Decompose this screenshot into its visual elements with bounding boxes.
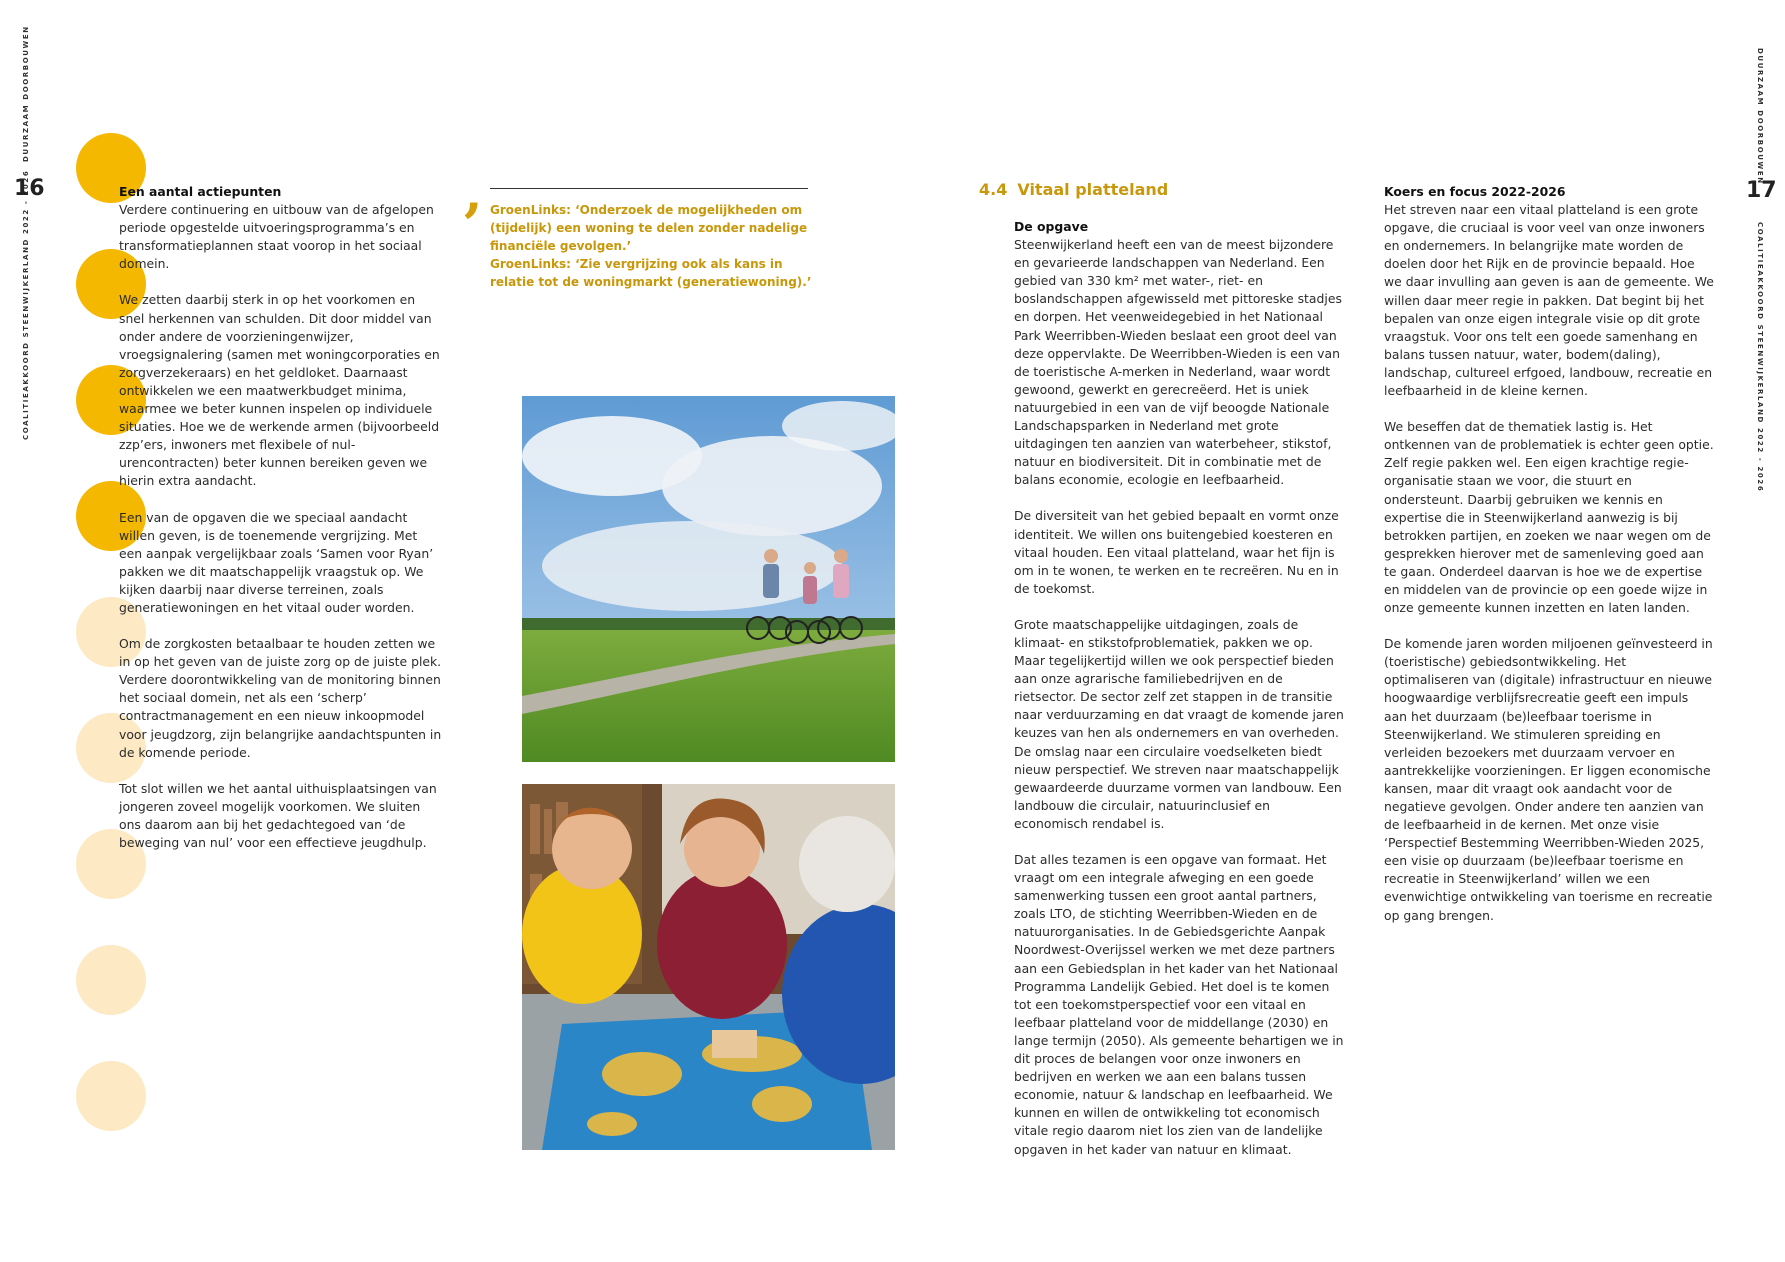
left-paragraph-4: Om de zorgkosten betaalbaar te houden zetten we in op het geven van de juiste zorg op de juiste plek. Verdere doorontwikkeling van de monitoring binnen het sociaal domein, net als een ‘scherp’ contractmanagement en een nieuw inkoopmodel voor jeugdzorg, zijn belangrijke aandachtspunten in de komende periode. xyxy=(119,636,442,760)
section-number: 4.4 xyxy=(979,180,1008,199)
section-subheading: De opgave xyxy=(1014,219,1089,234)
section-paragraph-2: De diversiteit van het gebied bepaalt en vormt onze identiteit. We willen ons buitengebied koesteren en vitaal houden. Een vitaal platteland, waar het fijn is om in te wonen, te werken en te recreëren. Nu en in de toekomst. xyxy=(1014,508,1339,596)
left-column-heading: Een aantal actiepunten xyxy=(119,184,282,199)
left-paragraph-1: Verdere continuering en uitbouw van de afgelopen periode opgestelde uitvoeringsprogramma’s en transformatieplannen staat voorop in het sociaal domein. xyxy=(119,202,434,272)
section-title-text: Vitaal platteland xyxy=(1017,180,1169,199)
quote-mark-icon: ’ xyxy=(462,191,483,259)
photo-board-game xyxy=(522,784,895,1150)
section-column xyxy=(1014,218,1344,1177)
section-paragraph-3: Grote maatschappelijke uitdagingen, zoals de klimaat- en stikstofproblematiek, pakken we op. Maar tegelijkertijd willen we ook perspectief bieden aan onze agrarische familiebedrijven en de rietsector. De sector zelf zet stappen in de transitie naar verduurzaming en dat vraagt de komende jaren keuzes van hen als ondernemers en van overheden. De omslag naar een circulaire voedselketen biedt nieuw perspectief. We streven naar maatschappelijk gewaardeerde duurzame vormen van landbouw. Een landbouw die circulair, natuurinclusief en economisch rendabel is. xyxy=(1014,616,1344,831)
running-header-right-top: DUURZAAM DOORBOUWEN xyxy=(1756,48,1764,185)
left-paragraph-5: Tot slot willen we het aantal uithuisplaatsingen van jongeren zoveel mogelijk voorkomen. We sluiten ons daarom aan bij het gedachtegoed van ‘de beweging van nul’ voor een effectieve jeugdhulp. xyxy=(119,780,437,850)
page-number-left: 16 xyxy=(14,176,45,201)
right-paragraph-3: De komende jaren worden miljoenen geïnvesteerd in (toeristische) gebiedsontwikkeling. Het optimaliseren van (digitale) infrastructuur en nieuwe hoogwaardige verblijfsrecreatie geeft een impuls aan het duurzaam (be)leefbaar toerisme in Steenwijkerland. We stimuleren spreiding en verleiden bezoekers met duurzaam vervoer en aantrekkelijke voorzieningen. Er liggen economische kansen, maar dit vraagt ook aandacht voor de negatieve gevolgen. Onder andere ten aanzien van de leefbaarheid in de kernen. Met onze visie ‘Perspectief Bestemming Weerribben-Wieden 2025, een visie op duurzaam (be)leefbaar toerisme en recreatie in Steenwijkerland’ willen we een evenwichtige ontwikkeling van toerisme en recreatie op gang brengen. xyxy=(1384,636,1713,923)
quote-1: GroenLinks: ‘Onderzoek de mogelijkheden om (tijdelijk) een woning te delen zonder nadelige financiële gevolgen.’ xyxy=(490,203,808,253)
page-number-right: 17 xyxy=(1746,178,1777,203)
section-paragraph-1: Steenwijkerland heeft een van de meest bijzondere en gevarieerde landschappen van Nederland. Een gebied van 330 km² met water-, riet- en boslandschappen afgewisseld met pittoreske stadjes en dorpen. Het veenweidegebied in het Nationaal Park Weerribben-Wieden beslaat een groot deel van deze oppervlakte. De Weerribben-Wieden is een van de toeristische A-merken in Nederland, waar wordt gewoond, gewerkt en gerecreëerd. Het is uniek natuurgebied in een van de vijf beoogde Nationale Landschapsparken in Nederland met grote uitdagingen ten aanzien van waterbeheer, stikstof, natuur en biodiversiteit. Dit in combinatie met de balans economie, ecologie en leefbaarheid. xyxy=(1014,237,1342,488)
dot-9 xyxy=(76,1061,146,1131)
left-paragraph-2: We zetten daarbij sterk in op het voorkomen en snel herkennen van schulden. Dit door middel van onder andere de voorzieningenwijzer, vroegsignalering (samen met woningcorporaties en zorgverzekeraars) en het geldloket. Daarnaast ontwikkelen we een maatwerkbudget minima, waarmee we beter kunnen inspelen op individuele situaties. Hoe we de werkende armen (bijvoorbeeld zzp’ers, inwoners met flexibele of nul-urencontracten) beter kunnen bereiken geven we hierin extra aandacht. xyxy=(119,292,440,489)
right-paragraph-2: We beseffen dat de thematiek lastig is. Het ontkennen van de problematiek is echter geen optie. Zelf regie pakken wel. Een eigen krachtige regie-organisatie staan we voor, die stuurt en ondersteunt. Daarbij gebruiken we kennis en expertise die in Steenwijkerland aanwezig is bij betrokken partijen, en zoeken we naar wegen om de gesprekken hierover met de samenleving goed aan te gaan. Onderdeel daarvan is hoe we de expertise en middelen van de provincie op een goede wijze in onze gemeente kunnen inzetten en laten landen. xyxy=(1384,419,1714,616)
dot-8 xyxy=(76,945,146,1015)
right-column xyxy=(1384,183,1714,943)
running-header-right-bottom: COALITIEAKKOORD STEENWIJKERLAND 2022 - 2026 xyxy=(1756,222,1764,493)
right-paragraph-1: Het streven naar een vitaal platteland is een grote opgave, die cruciaal is voor veel van onze inwoners en ondernemers. In belangrijke mate worden de doelen door het Rijk en de provincie bepaald. Hoe we daar invulling aan geven is aan de gemeente. We willen daar meer regie in pakken. Dat begint bij het bepalen van onze eigen integrale visie op dit grote vraagstuk. Voor ons telt een goede samenhang en balans tussen natuur, water, bodem(daling), landschap, cultureel erfgoed, landbouw, recreatie en leefbaarheid in de kleine kernen. xyxy=(1384,202,1714,399)
section-title xyxy=(979,180,1168,199)
running-header-left-top: DUURZAAM DOORBOUWEN xyxy=(22,25,30,162)
photo-cyclists xyxy=(522,396,895,762)
section-paragraph-4: Dat alles tezamen is een opgave van formaat. Het vraagt om een integrale afweging en een goede samenwerking tussen een groot aantal partners, zoals LTO, de stichting Weerribben-Wieden en de natuurorganisaties. In de Gebiedsgerichte Aanpak Noordwest-Overijssel werken we met deze partners aan een Gebiedsplan in het kader van het Nationaal Programma Landelijk Gebied. Het doel is te komen tot een toekomstperspectief voor een vitaal en leefbaar platteland voor de middellange (2030) en lange termijn (2050). Als gemeente behartigen we in dit proces de belangen voor onze inwoners en bedrijven en werken we aan een balans tussen economie, natuur & landschap en leefbaarheid. We kunnen en willen de ontwikkeling tot economisch vitale regio daarom niet los zien van de landelijke opgaven in het kader van natuur en klimaat. xyxy=(1014,852,1344,1157)
left-column xyxy=(119,183,444,870)
running-header-left-bottom: COALITIEAKKOORD STEENWIJKERLAND 2022 - 2026 xyxy=(22,169,30,440)
quote-2: GroenLinks: ‘Zie vergrijzing ook als kans in relatie tot de woningmarkt (generatiewoning).’ xyxy=(490,257,812,289)
left-paragraph-3: Een van de opgaven die we speciaal aandacht willen geven, is de toenemende vergrijzing. Met een aanpak vergelijkbaar zoals ‘Samen voor Ryan’ pakken we dit maatschappelijk vraagstuk op. We kijken daarbij naar diverse terreinen, zoals generatiewoningen en het vitaal ouder worden. xyxy=(119,509,434,615)
right-column-heading: Koers en focus 2022-2026 xyxy=(1384,184,1566,199)
quote-divider xyxy=(490,188,808,189)
